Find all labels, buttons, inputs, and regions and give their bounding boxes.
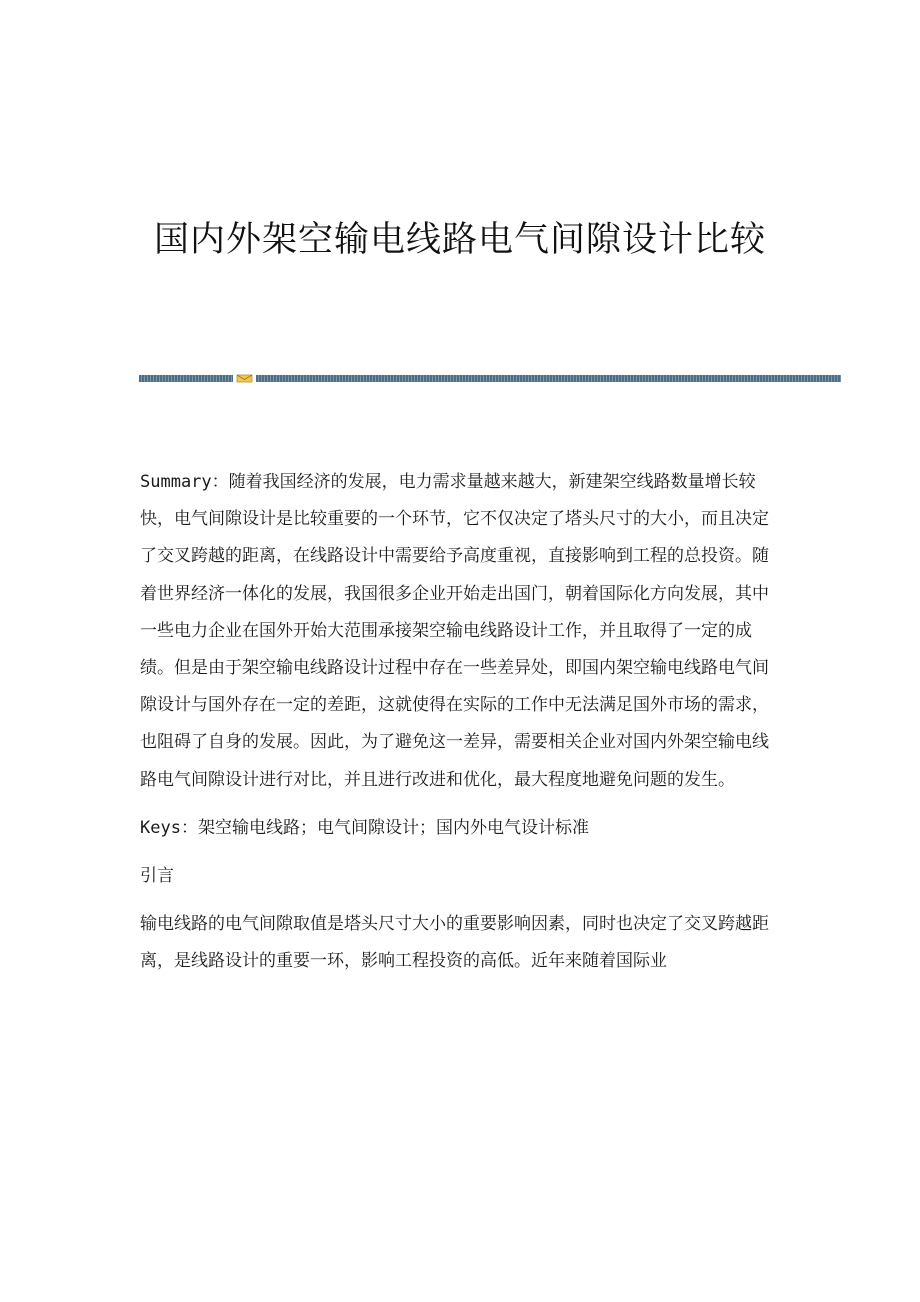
section-heading: 引言 <box>140 866 174 887</box>
intro-paragraph: 输电线路的电气间隙取值是塔头尺寸大小的重要影响因素，同时也决定了交叉跨越距离，是线路设计的重要一环，影响工程投资的高低。近年来随着国际业 <box>140 914 769 972</box>
document-body <box>140 464 780 981</box>
document-title: 国内外架空输电线路电气间隙设计比较 <box>153 220 766 260</box>
summary-label: Summary： <box>140 472 229 492</box>
summary-text: 随着我国经济的发展，电力需求量越来越大，新建架空线路数量增长较快，电气间隙设计是比较重要的一个环节，它不仅决定了塔头尺寸的大小，而且决定了交叉跨越的距离，在线路设计中需要给予高度重视，直接影响到工程的总投资。随着世界经济一体化的发展，我国很多企业开始走出国门，朝着国际化方向发展，其中一些电力企业在国外开始大范围承接架空输电线路设计工作，并且取得了一定的成绩。但是由于架空输电线路设计过程中存在一些差异处，即国内架空输电线路电气间隙设计与国外存在一定的差距，这就使得在实际的工作中无法满足国外市场的需求，也阻碍了自身的发展。因此，为了避免这一差异，需要相关企业对国内外架空输电线路电气间隙设计进行对比，并且进行改进和优化，最大程度地避免问题的发生。 <box>140 472 769 790</box>
title-divider <box>139 374 841 383</box>
divider-bar-left <box>139 375 233 382</box>
divider-bar-right <box>256 375 841 382</box>
keys-text: 架空输电线路；电气间隙设计；国内外电气设计标准 <box>197 817 589 838</box>
keys-label: Keys： <box>140 817 198 838</box>
keys-paragraph <box>140 810 780 847</box>
envelope-icon <box>236 374 253 383</box>
summary-paragraph <box>140 464 780 799</box>
